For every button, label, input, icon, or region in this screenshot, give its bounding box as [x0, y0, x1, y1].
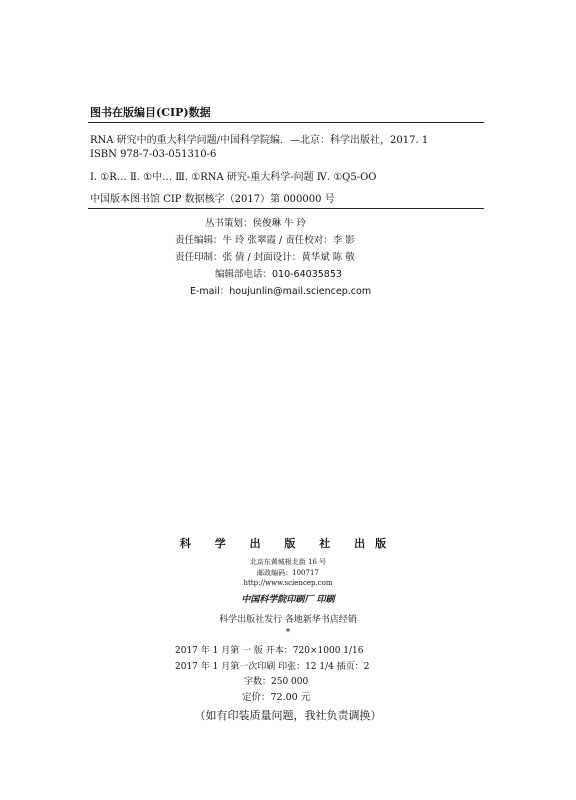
price-line: 定价：72.00 元: [242, 692, 311, 703]
cip-line-record: 中国版本图书馆 CIP 数据核字（2017）第 000000 号: [90, 194, 335, 205]
cip-heading: 图书在版编目(CIP)数据: [90, 106, 211, 119]
credit-email: E-mail：houjunlin@mail.sciencep.com: [190, 286, 372, 297]
publisher-name: 科 学 出 版 社 出版: [179, 537, 397, 550]
edition-line: 2017 年 1 月第 一 版 开本：720×1000 1/16: [175, 646, 364, 656]
publisher-website: http://www.sciencep.com: [243, 579, 333, 587]
cip-bottom-rule: [88, 208, 484, 209]
cip-top-rule: [88, 122, 484, 123]
credit-phone: 编辑部电话：010-64035853: [215, 269, 342, 280]
credit-editors: 责任编辑：牛 玲 张翠霞 / 责任校对：李 影: [175, 235, 355, 246]
publisher-postcode: 邮政编码：100717: [257, 569, 319, 577]
credit-planner: 丛书策划：侯俊琳 牛 玲: [205, 218, 307, 229]
distributor-line: 科学出版社发行 各地新华书店经销: [219, 615, 357, 625]
cip-line-isbn: ISBN 978-7-03-051310-6: [90, 149, 217, 160]
cip-line-classification: Ⅰ. ①R… Ⅱ. ①中… Ⅲ. ①RNA 研究-重大科学-问题 Ⅳ. ①Q5-OO: [90, 172, 377, 183]
printing-line: 2017 年 1 月第一次印刷 印张：12 1/4 插页：2: [175, 662, 370, 672]
wordcount-line: 字数：250 000: [244, 677, 309, 687]
cip-line-title: RNA 研究中的重大科学问题/中国科学院编．—北京：科学出版社，2017. 1: [90, 135, 429, 146]
printer-name: 中国科学院印刷厂 印刷: [241, 595, 335, 605]
publisher-address: 北京东黄城根北街 16 号: [249, 558, 327, 566]
separator-asterisk: *: [285, 628, 291, 638]
credit-printing: 责任印制：张 倩 / 封面设计：黄华斌 陈 敬: [175, 252, 355, 263]
quality-note: （如有印装质量问题，我社负责调换）: [194, 709, 382, 722]
